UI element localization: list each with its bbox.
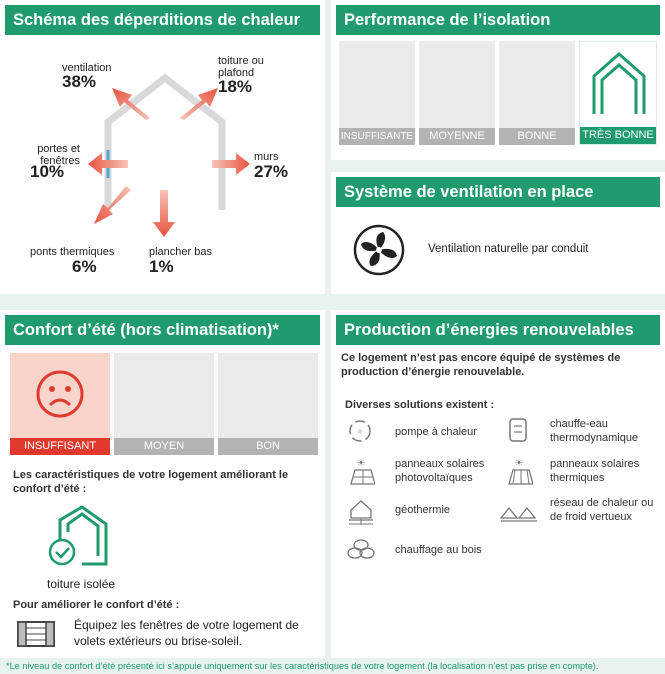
svg-text:☀: ☀ — [514, 458, 524, 469]
insulation-panel — [331, 0, 665, 160]
summer-title: Confort d’été (hors climatisation)* — [5, 315, 320, 345]
insulation-level-2: MOYENNE — [419, 128, 495, 145]
renewables-panel — [331, 310, 665, 658]
insulation-tile-3 — [499, 41, 575, 145]
insulation-level-1: INSUFFISANTE — [339, 128, 415, 145]
label-roof: toiture ou plafond — [218, 55, 264, 79]
pv-panel-icon — [347, 456, 375, 486]
insulation-title: Performance de l’isolation — [336, 5, 660, 35]
summer-advice: Équipez les fenêtres de votre logement de volets extérieurs ou brise-soleil. — [74, 618, 299, 648]
renewables-intro: Ce logement n’est pas encore équipé de systèmes de production d’énergie renouvelable. — [341, 352, 621, 378]
label-bridges: ponts thermiques — [30, 246, 115, 258]
pct-doors: 10% — [30, 162, 65, 181]
ventilation-title: Système de ventilation en place — [336, 177, 660, 207]
label-floor: plancher bas — [149, 246, 212, 258]
shutter-icon — [16, 620, 56, 648]
thermodynamic-heater-icon — [505, 416, 531, 444]
summer-tile-2 — [114, 353, 214, 455]
solution-pv: panneaux solaires photovoltaïques — [395, 458, 485, 484]
pct-roof: 18% — [218, 77, 253, 96]
heat-loss-panel — [0, 0, 325, 294]
summer-improve-heading: Pour améliorer le confort d’été : — [13, 599, 180, 611]
heat-pump-icon — [347, 418, 373, 444]
ventilation-system-text: Ventilation naturelle par conduit — [428, 243, 589, 255]
heat-network-icon — [499, 496, 539, 526]
summer-panel — [0, 310, 325, 658]
solutions-heading: Diverses solutions existent : — [345, 399, 495, 411]
pct-ventilation: 38% — [62, 72, 97, 91]
sad-face-icon — [35, 369, 85, 419]
fan-icon — [353, 224, 405, 276]
svg-text:☀: ☀ — [356, 458, 366, 469]
label-ventilation: ventilation — [62, 62, 112, 74]
insulation-tile-1 — [339, 41, 415, 145]
solution-solar-thermal: panneaux solaires thermiques — [550, 458, 640, 484]
geothermal-icon — [347, 496, 375, 526]
pct-walls: 27% — [254, 162, 289, 181]
solution-heat-pump: pompe à chaleur — [395, 426, 477, 438]
ventilation-panel — [331, 172, 665, 294]
label-doors: portes et fenêtres — [37, 143, 80, 167]
solution-thermo-water-heater: chauffe-eau thermodynamique — [550, 418, 639, 444]
summer-feature: toiture isolée — [47, 577, 116, 591]
label-walls: murs — [254, 151, 279, 163]
arrow-floor — [153, 190, 175, 237]
wood-heating-icon — [345, 538, 377, 560]
house-check-icon — [46, 504, 116, 570]
summer-tile-1-active — [10, 353, 110, 455]
pct-bridges: 6% — [72, 257, 97, 276]
insulation-tile-2 — [419, 41, 495, 145]
footnote: *Le niveau de confort d’été présenté ici s’appuie uniquement sur les caractéristiques de votre logement (la localisation n’est pas prise en compte). — [6, 661, 599, 671]
summer-tile-3 — [218, 353, 318, 455]
solution-wood: chauffage au bois — [395, 544, 482, 556]
insulation-level-4: TRÈS BONNE — [580, 127, 656, 144]
summer-level-3: BON — [218, 438, 318, 455]
summer-improving-heading: Les caractéristiques de votre logement améliorant le confort d’été : — [13, 469, 289, 495]
heat-loss-title: Schéma des déperditions de chaleur — [5, 5, 320, 35]
summer-level-1: INSUFFISANT — [10, 438, 110, 455]
arrow-bridges — [94, 186, 131, 224]
svg-text:☼: ☼ — [356, 428, 364, 436]
pct-floor: 1% — [149, 257, 174, 276]
solution-heat-network: réseau de chaleur ou de froid vertueux — [550, 497, 654, 523]
renewables-title: Production d’énergies renouvelables — [336, 315, 660, 345]
solution-geothermal: géothermie — [395, 504, 451, 516]
insulation-tile-4-active — [579, 41, 657, 145]
arrow-walls — [212, 153, 250, 175]
insulation-level-3: BONNE — [499, 128, 575, 145]
solar-thermal-icon — [505, 456, 533, 486]
summer-level-2: MOYEN — [114, 438, 214, 455]
house-icon — [588, 48, 650, 120]
